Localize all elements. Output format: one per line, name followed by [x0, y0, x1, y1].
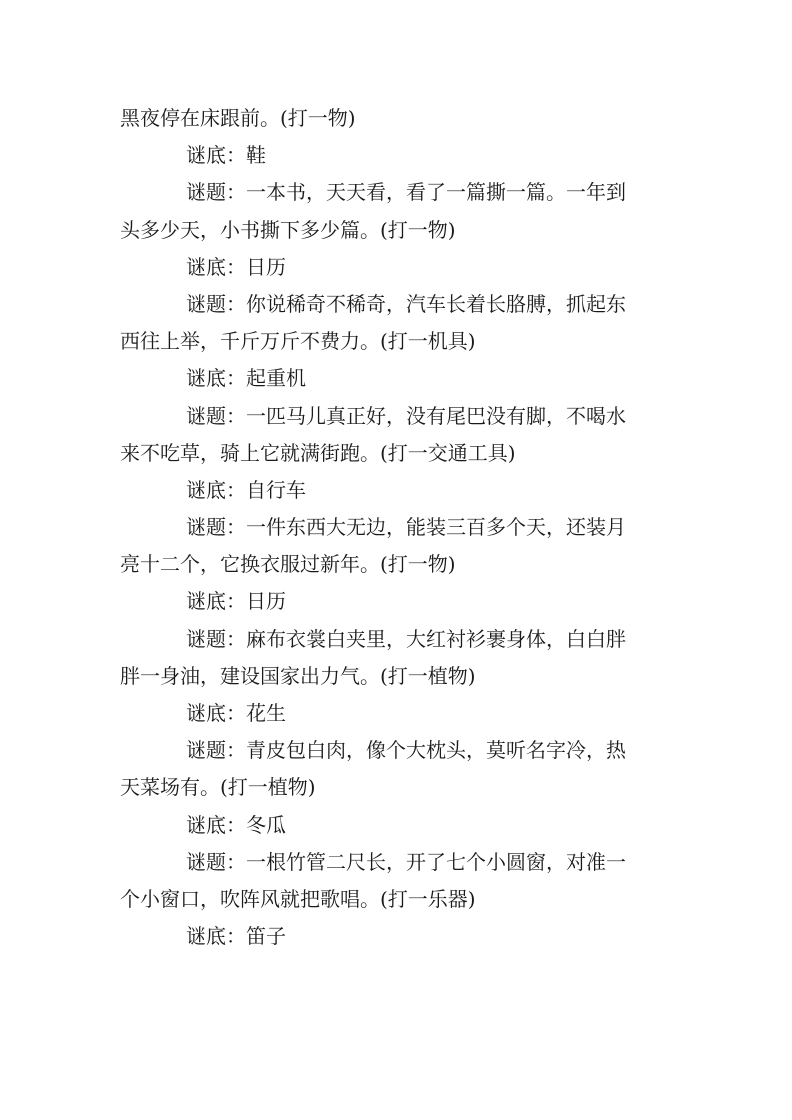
text-line: 黑夜停在床跟前。(打一物): [120, 106, 356, 130]
riddle-text-body: [120, 100, 660, 955]
text-line: 亮十二个，它换衣服过新年。(打一物): [120, 552, 456, 577]
riddle-question-line: 谜题：麻布衣裳白夹里，大红衬衫裹身体，白白胖: [186, 626, 626, 651]
text-line: 头多少天，小书撕下多少篇。(打一物): [120, 217, 456, 242]
riddle-answer-line: 谜底：花生: [186, 701, 286, 725]
riddle-question-line: 谜题：一件东西大无边，能装三百多个天，还装月: [186, 515, 626, 540]
riddle-answer-line: 谜底：笛子: [186, 924, 286, 949]
riddle-question-line: 谜题：一根竹管二尺长，开了七个小圆窗，对准一: [186, 849, 626, 874]
riddle-question-line: 谜题：青皮包白肉，像个大枕头，莫听名字冷，热: [186, 738, 626, 763]
riddle-answer-line: 谜底：冬瓜: [186, 812, 286, 837]
riddle-question-line: 谜题：一匹马儿真正好，没有尾巴没有脚，不喝水: [186, 403, 626, 428]
riddle-question-line: 谜题：一本书，天天看，看了一篇撕一篇。一年到: [186, 180, 626, 205]
riddle-answer-line: 谜底：日历: [186, 589, 286, 614]
riddle-answer-line: 谜底：日历: [186, 254, 286, 279]
text-line: 来不吃草，骑上它就满街跑。(打一交通工具): [120, 440, 516, 465]
text-line: 个小窗口，吹阵风就把歌唱。(打一乐器): [120, 886, 476, 911]
riddle-answer-line: 谜底：起重机: [186, 366, 306, 391]
riddle-answer-line: 谜底：自行车: [186, 477, 306, 502]
riddle-answer-line: 谜底：鞋: [186, 143, 266, 168]
text-line: 胖一身油，建设国家出力气。(打一植物): [120, 663, 476, 688]
text-line: 西往上举，千斤万斤不费力。(打一机具): [120, 329, 476, 354]
text-line: 天菜场有。(打一植物): [120, 775, 316, 800]
riddle-question-line: 谜题：你说稀奇不稀奇，汽车长着长胳膊，抓起东: [186, 291, 626, 316]
